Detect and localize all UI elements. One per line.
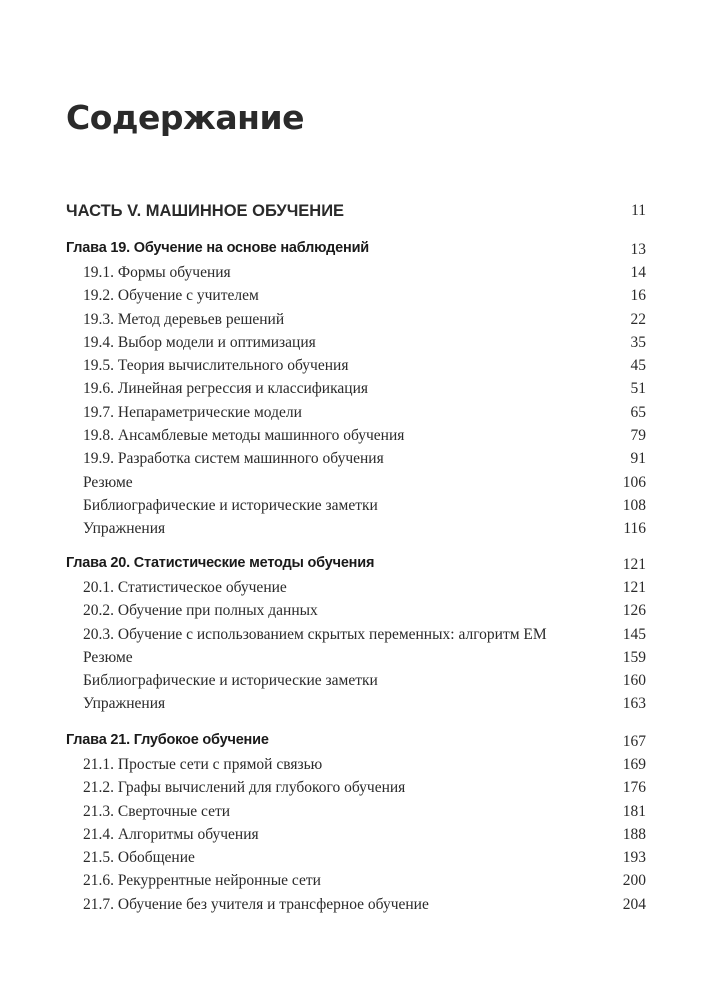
toc-entry-label: 20.3. Обучение с использованием скрытых переменных: алгоритм EM — [83, 625, 547, 643]
toc-entry-label: Библиографические и исторические заметки — [83, 672, 378, 690]
toc-entry-label: 19.1. Формы обучения — [83, 264, 231, 281]
toc-entry-page: 121 — [622, 579, 646, 596]
toc-entry-label: 19.4. Выбор модели и оптимизация — [83, 333, 316, 351]
toc-entry-label: 19.7. Непараметрические модели — [83, 403, 302, 421]
toc-entry-label: Упражнения — [83, 695, 166, 713]
toc-entry — [66, 357, 646, 380]
toc-entry — [66, 672, 646, 695]
section-list — [66, 756, 646, 919]
part-page-number: 11 — [631, 202, 646, 219]
chapter-title: Глава 19. Обучение на основе наблюдений — [66, 240, 370, 256]
chapter-title: Глава 21. Глубокое обучение — [66, 732, 269, 748]
toc-entry — [66, 427, 646, 450]
toc-entry-label: 19.5. Теория вычислительного обучения — [83, 357, 349, 375]
toc-entry — [66, 287, 646, 310]
toc-entry — [66, 264, 646, 287]
chapter-heading — [66, 240, 646, 264]
chapter-20 — [66, 555, 646, 719]
chapter-page-number: 13 — [630, 241, 646, 258]
toc-entry-page: 204 — [622, 895, 646, 913]
toc-entry — [66, 756, 646, 779]
toc-entry-label: 19.3. Метод деревьев решений — [83, 310, 285, 328]
toc-entry-page: 35 — [630, 333, 646, 351]
toc-entry — [66, 896, 646, 919]
toc-entry — [66, 626, 646, 649]
toc-entry-page: 91 — [630, 450, 646, 468]
toc-entry-label: 21.3. Сверточные сети — [83, 802, 231, 820]
toc-entry-page: 79 — [630, 427, 646, 445]
toc-entry — [66, 649, 646, 672]
toc-entry — [66, 826, 646, 849]
toc-entry-label: Библиографические и исторические заметки — [83, 496, 378, 514]
toc-entry — [66, 602, 646, 625]
toc-entry-label: 21.6. Рекуррентные нейронные сети — [83, 872, 321, 890]
toc-entry-page: 126 — [622, 602, 646, 620]
toc-entry — [66, 497, 646, 520]
toc-entry-page: 108 — [622, 496, 646, 514]
section-list — [66, 579, 646, 719]
toc-entry-label: 20.2. Обучение при полных данных — [83, 602, 318, 620]
toc-entry-page: 106 — [622, 473, 646, 491]
toc-entry-page: 116 — [623, 520, 646, 538]
toc-entry-page: 51 — [630, 380, 646, 398]
toc-entry-label: 21.4. Алгоритмы обучения — [83, 825, 259, 843]
toc-entry-page: 169 — [622, 756, 646, 773]
toc-entry-label: 21.5. Обобщение — [83, 849, 195, 867]
toc-entry-label: Упражнения — [83, 520, 166, 538]
toc-entry-label: 19.8. Ансамблевые методы машинного обучения — [83, 427, 405, 445]
toc-entry — [66, 872, 646, 895]
toc-entry-page: 22 — [630, 310, 646, 328]
toc-entry-page: 145 — [622, 625, 646, 643]
chapter-title: Глава 20. Статистические методы обучения — [66, 555, 375, 571]
toc-entry — [66, 450, 646, 473]
toc-entry-page: 188 — [622, 825, 646, 843]
chapter-page-number: 121 — [622, 556, 646, 573]
toc-entry-page: 65 — [630, 403, 646, 421]
chapter-heading — [66, 555, 646, 579]
toc-entry — [66, 849, 646, 872]
page-title: Содержание — [66, 98, 304, 137]
toc-entry-label: 21.1. Простые сети с прямой связью — [83, 756, 323, 773]
toc-entry — [66, 779, 646, 802]
toc-entry — [66, 311, 646, 334]
toc-entry-page: 159 — [622, 648, 646, 666]
toc-entry — [66, 803, 646, 826]
toc-entry-page: 181 — [622, 802, 646, 820]
toc-entry — [66, 474, 646, 497]
toc-entry-page: 176 — [622, 779, 646, 797]
toc-entry — [66, 380, 646, 403]
toc-entry-label: 20.1. Статистическое обучение — [83, 579, 287, 596]
toc-entry-page: 45 — [630, 357, 646, 375]
part-title: ЧАСТЬ V. МАШИННОЕ ОБУЧЕНИЕ — [66, 202, 345, 220]
toc-entry-page: 193 — [622, 849, 646, 867]
toc-entry-label: Резюме — [83, 473, 133, 491]
toc-entry-page: 14 — [630, 264, 646, 281]
toc-entry — [66, 579, 646, 602]
toc-entry — [66, 520, 646, 543]
part-heading — [66, 202, 646, 226]
chapter-21 — [66, 732, 646, 919]
chapter-page-number: 167 — [622, 733, 646, 750]
section-list — [66, 264, 646, 544]
toc-entry-label: 21.2. Графы вычислений для глубокого обучения — [83, 779, 406, 797]
toc-entry — [66, 404, 646, 427]
chapter-19 — [66, 240, 646, 544]
chapter-heading — [66, 732, 646, 756]
toc-entry — [66, 334, 646, 357]
toc-entry-label: 21.7. Обучение без учителя и трансферное обучение — [83, 895, 429, 913]
toc-entry — [66, 695, 646, 718]
toc-entry-label: 19.2. Обучение с учителем — [83, 287, 259, 305]
toc-entry-label: Резюме — [83, 648, 133, 666]
toc-entry-page: 163 — [622, 695, 646, 713]
toc-entry-page: 16 — [630, 287, 646, 305]
toc-entry-label: 19.9. Разработка систем машинного обучения — [83, 450, 384, 468]
toc-entry-page: 160 — [622, 672, 646, 690]
toc-entry-page: 200 — [622, 872, 646, 890]
toc-entry-label: 19.6. Линейная регрессия и классификация — [83, 380, 368, 398]
